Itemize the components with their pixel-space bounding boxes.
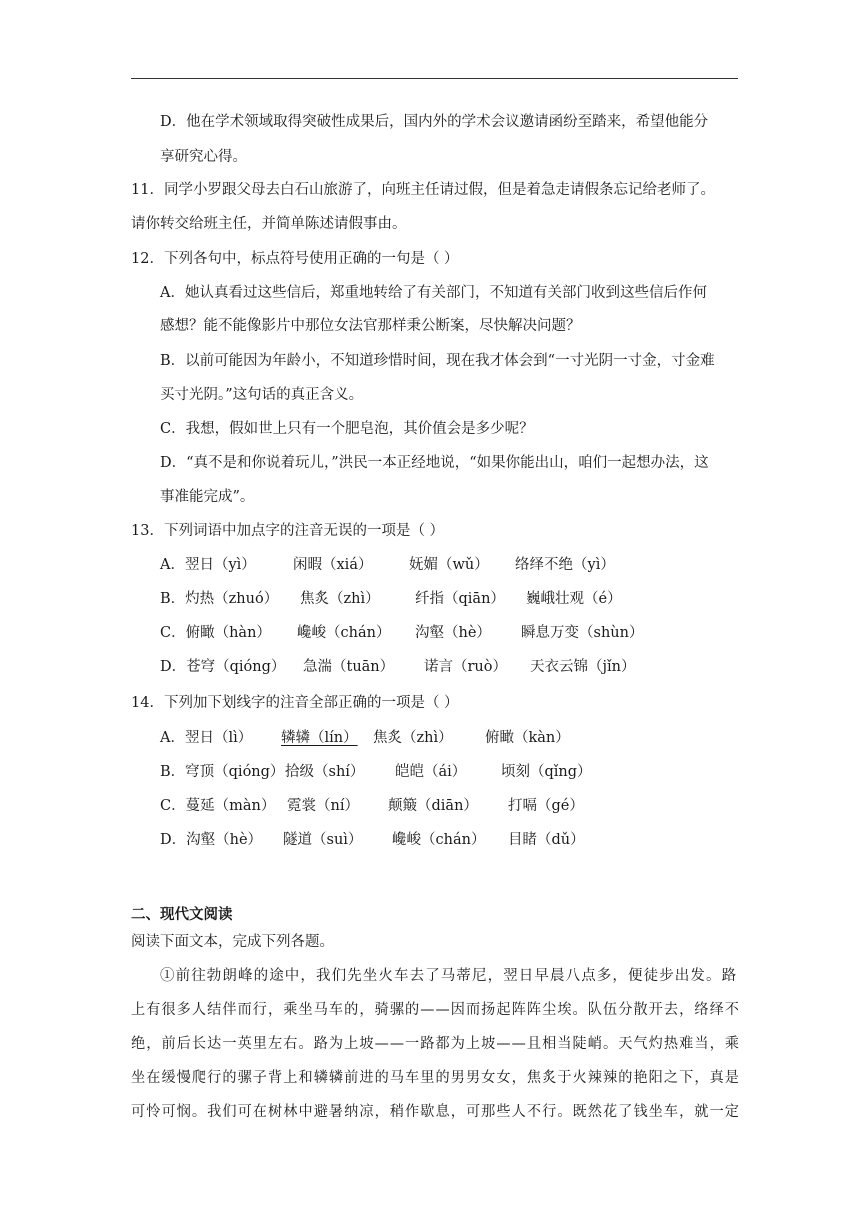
q11-line1: 11．同学小罗跟父母去白石山旅游了，向班主任请过假，但是着急走请假条忘记给老师了。 bbox=[131, 182, 715, 198]
q14-word: A．翌日（lì） bbox=[160, 730, 253, 746]
q14-word: B．穹顶（qióng） bbox=[160, 764, 285, 780]
q14-word: C．蔓延（màn） bbox=[160, 798, 276, 814]
q14-word: 顷刻（qǐng） bbox=[501, 764, 592, 780]
q13-word: 沟壑（hè） bbox=[415, 625, 491, 641]
q13-stem: 13．下列词语中加点字的注音无误的一项是（ ） bbox=[131, 523, 445, 539]
q13-word: 妩媚（wǔ） bbox=[409, 557, 489, 573]
q12-option-a-line1: A．她认真看过这些信后，郑重地转给了有关部门，不知道有关部门收到这些信后作何 bbox=[160, 285, 707, 301]
q12-option-d-line2: 事准能完成”。 bbox=[160, 489, 255, 505]
q10-option-d-line2: 享研究心得。 bbox=[160, 149, 247, 165]
passage-line: 坐在缓慢爬行的骡子背上和辚辚前进的马车里的男男女女，焦炙于火辣辣的艳阳之下，真是 bbox=[131, 1070, 741, 1086]
passage-line: 可怜可悯。我们可在树林中避暑纳凉，稍作歇息，可那些人不行。既然花了钱坐车，就一定 bbox=[131, 1104, 741, 1120]
q14-word: 俯瞰（kàn） bbox=[485, 730, 570, 746]
passage-line: 绝，前后长达一英里左右。路为上坡——一路都为上坡——且相当陡峭。天气灼热难当，乘 bbox=[131, 1036, 741, 1052]
q14-word: D．沟壑（hè） bbox=[160, 832, 263, 848]
section-heading: 二、现代文阅读 bbox=[131, 907, 233, 923]
passage-line: 上有很多人结伴而行，乘坐马车的，骑骡的——因而扬起阵阵尘埃。队伍分散开去，络绎不 bbox=[131, 1002, 741, 1018]
q13-word: D．苍穹（qióng） bbox=[160, 659, 286, 675]
q14-word: 拾级（shí） bbox=[285, 764, 365, 780]
q12-option-b-line1: B．以前可能因为年龄小，不知道珍惜时间，现在我才体会到“一寸光阴一寸金，寸金难 bbox=[160, 353, 715, 369]
q13-word: 天衣云锦（jǐn） bbox=[530, 659, 636, 675]
reading-instruction: 阅读下面文本，完成下列各题。 bbox=[131, 934, 334, 950]
q13-word: 诺言（ruò） bbox=[424, 659, 507, 675]
q13-word: A．翌日（yì） bbox=[160, 557, 256, 573]
q14-stem: 14．下列加下划线字的注音全部正确的一项是（ ） bbox=[131, 695, 459, 711]
q12-stem: 12．下列各句中，标点符号使用正确的一句是（ ） bbox=[131, 251, 459, 267]
q12-option-a-line2: 感想？能不能像影片中那位女法官那样秉公断案，尽快解决问题？ bbox=[160, 318, 581, 334]
q13-word: 急湍（tuān） bbox=[303, 659, 395, 675]
passage-line: ①前往勃朗峰的途中，我们先坐火车去了马蒂尼，翌日早晨八点多，便徒步出发。路 bbox=[160, 968, 738, 984]
q13-word: 巍峨壮观（é） bbox=[526, 591, 622, 607]
q13-word: B．灼热（zhuó） bbox=[160, 591, 279, 607]
q14-word: 焦炙（zhì） bbox=[373, 730, 453, 746]
q10-option-d-line1: D．他在学术领域取得突破性成果后，国内外的学术会议邀请函纷至踏来，希望他能分 bbox=[160, 114, 709, 130]
q14-word: 辚辚（lín） bbox=[281, 730, 358, 746]
q12-option-b-line2: 买寸光阴。”这句话的真正含义。 bbox=[160, 387, 364, 403]
header-rule bbox=[131, 78, 738, 79]
q13-word: C．俯瞰（hàn） bbox=[160, 625, 271, 641]
q12-option-c: C．我想，假如世上只有一个肥皂泡，其价值会是多少呢？ bbox=[160, 421, 534, 437]
q14-word: 打嗝（gé） bbox=[508, 798, 584, 814]
q13-word: 闲暇（xiá） bbox=[293, 557, 373, 573]
q13-word: 纤指（qiān） bbox=[415, 591, 505, 607]
q12-option-d-line1: D．“真不是和你说着玩儿，”洪民一本正经地说，“如果你能出山，咱们一起想办法，这 bbox=[160, 455, 709, 471]
q14-word: 颠簸（diān） bbox=[388, 798, 478, 814]
q14-word: 皑皑（ái） bbox=[395, 764, 467, 780]
q13-word: 焦炙（zhì） bbox=[300, 591, 380, 607]
q11-line2: 请你转交给班主任，并简单陈述请假事由。 bbox=[131, 216, 407, 232]
q14-word: 霓裳（ní） bbox=[287, 798, 359, 814]
q14-word: 目睹（dǔ） bbox=[508, 832, 585, 848]
q13-word: 络绎不绝（yì） bbox=[515, 557, 615, 573]
q14-word: 隧道（suì） bbox=[283, 832, 363, 848]
q13-word: 巉峻（chán） bbox=[297, 625, 391, 641]
q13-word: 瞬息万变（shùn） bbox=[521, 625, 644, 641]
q14-word: 巉峻（chán） bbox=[392, 832, 486, 848]
